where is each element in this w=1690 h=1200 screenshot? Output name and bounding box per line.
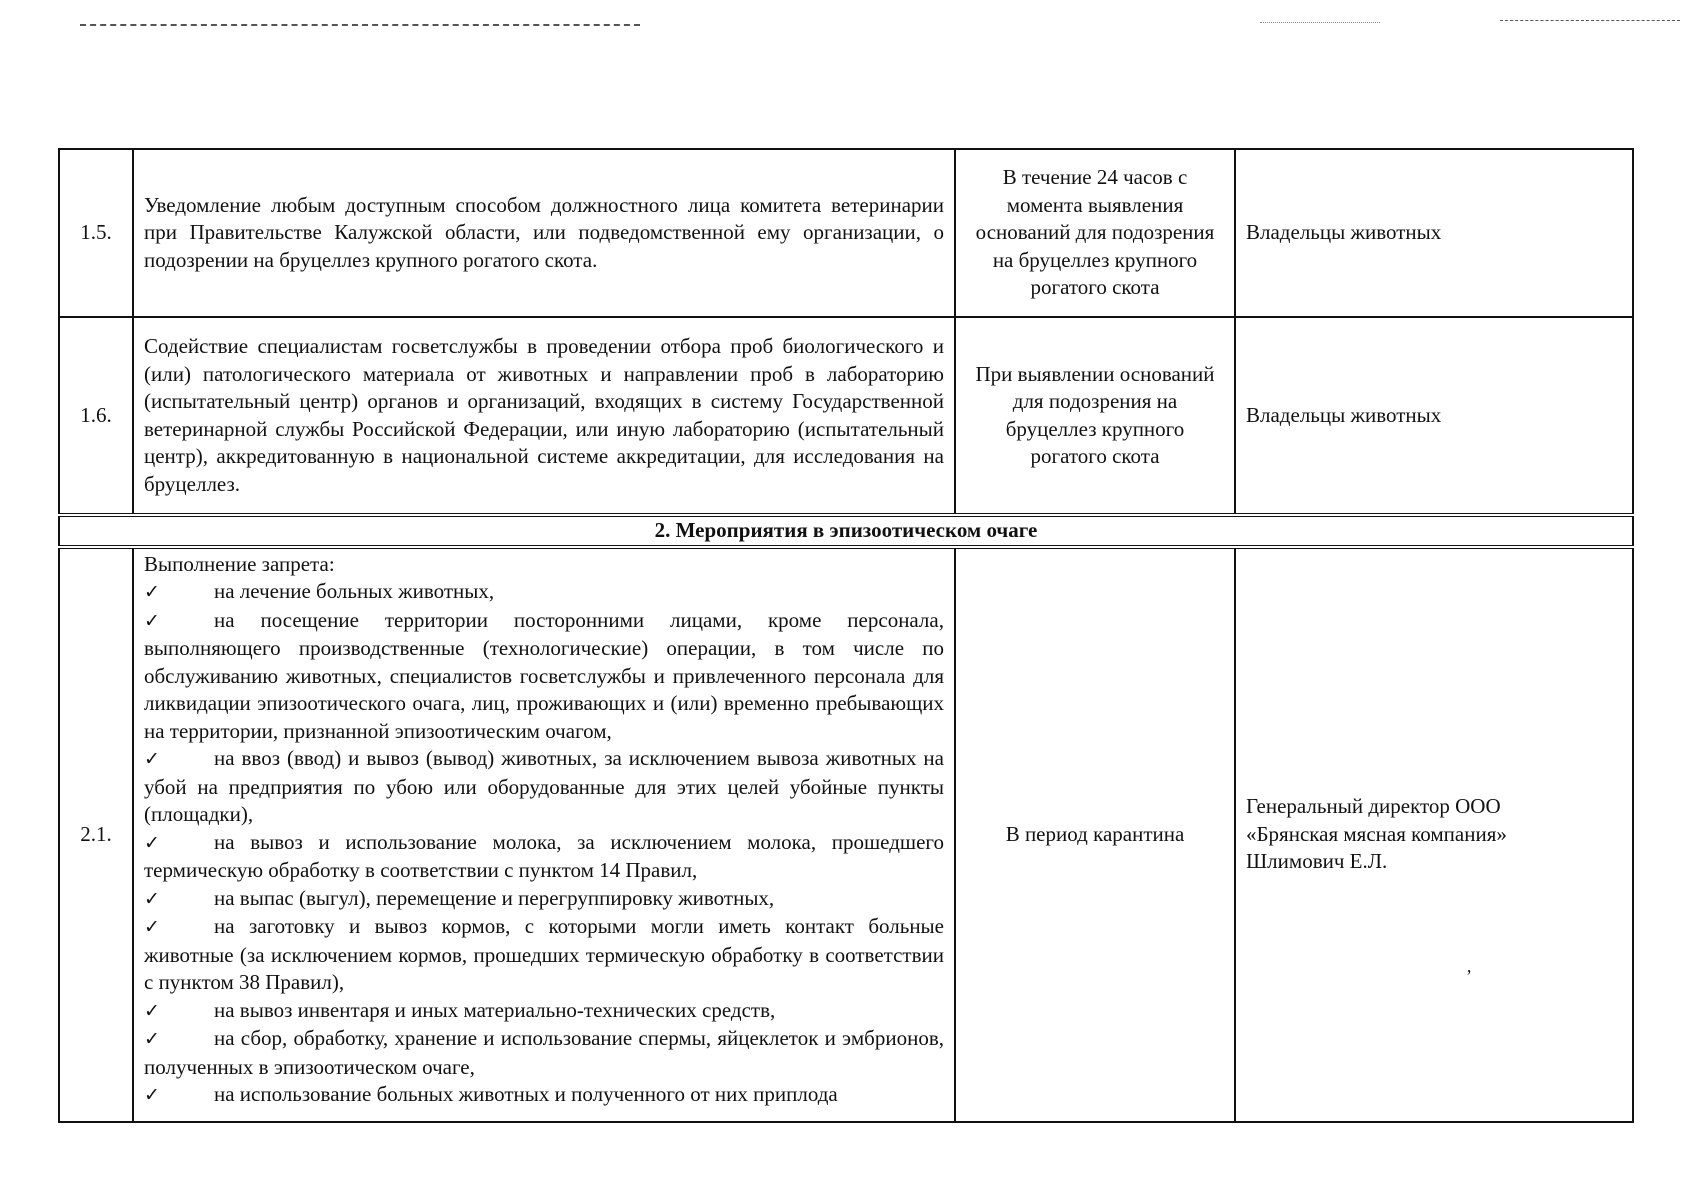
scan-artifact-line xyxy=(1500,20,1680,21)
checkmark-icon: ✓ xyxy=(144,999,160,1022)
measure-deadline: В течение 24 часов с момента выявления оснований для подозрения на бруцеллез крупного рогатого скота xyxy=(955,149,1235,317)
checkmark-icon: ✓ xyxy=(144,1084,160,1106)
checkmark-icon: ✓ xyxy=(144,1028,160,1050)
prohibition-item-text: на заготовку и вывоз кормов, с которыми могли иметь контакт больные животные (за исключением кормов, прошедших термическую обработку в соответствии с пунктом 38 Правил), xyxy=(144,914,944,994)
prohibition-item-text: на использование больных животных и полученного от них приплода xyxy=(214,1082,838,1106)
scan-artifact-line xyxy=(80,24,640,26)
prohibition-item-text: на лечение больных животных, xyxy=(214,579,495,603)
measure-description: Уведомление любым доступным способом должностного лица комитета ветеринарии при Правительстве Калужской области, или подведомственной ему организации, о подозрении на бруцеллез крупного рогатого скота. xyxy=(133,149,955,317)
checkmark-icon: ✓ xyxy=(144,831,160,854)
prohibition-item-text: на вывоз инвентаря и иных материально-технических средств, xyxy=(214,997,776,1022)
row-number: 2.1. xyxy=(59,547,133,1122)
table-row xyxy=(59,149,1633,317)
measure-responsible: Владельцы животных xyxy=(1235,149,1633,317)
scan-artifact-line xyxy=(1260,22,1380,23)
prohibition-item xyxy=(144,607,944,746)
checkmark-icon: ✓ xyxy=(144,887,160,910)
row-number: 1.6. xyxy=(59,317,133,515)
checkmark-icon: ✓ xyxy=(144,748,160,770)
measures-table xyxy=(58,148,1634,1123)
measure-deadline: В период карантина xyxy=(955,547,1235,1122)
checkmark-icon: ✓ xyxy=(144,916,160,938)
section-header-row xyxy=(59,515,1633,547)
prohibition-item xyxy=(144,885,944,914)
responsible-line: «Брянская мясная компания» xyxy=(1246,821,1507,846)
section-title: 2. Мероприятия в эпизоотическом очаге xyxy=(59,515,1633,547)
prohibition-item-text: на сбор, обработку, хранение и использование спермы, яйцеклеток и эмбрионов, полученных в эпизоотическом очаге, xyxy=(144,1026,944,1079)
row-number: 1.5. xyxy=(59,149,133,317)
stray-mark: ’ xyxy=(1466,966,1472,986)
prohibition-intro: Выполнение запрета: xyxy=(144,551,335,576)
prohibition-item xyxy=(144,997,944,1026)
checkmark-icon: ✓ xyxy=(144,609,160,632)
checkmark-icon: ✓ xyxy=(144,581,160,603)
responsible-line: Шлимович Е.Л. xyxy=(1246,849,1388,874)
prohibition-item-text: на ввоз (ввод) и вывоз (вывод) животных, за исключением вывоза животных на убой на предприятия по убою или оборудованные для этих целей убойные пункты (площадки), xyxy=(144,746,944,826)
prohibition-item xyxy=(144,829,944,885)
prohibition-item xyxy=(144,913,944,997)
measure-responsible: Владельцы животных xyxy=(1235,317,1633,515)
table-row xyxy=(59,547,1633,1122)
prohibition-item xyxy=(144,1081,944,1110)
prohibition-item xyxy=(144,578,944,607)
measure-responsible xyxy=(1235,547,1633,1122)
measure-description: Содействие специалистам госветслужбы в проведении отбора проб биологического и (или) патологического материала от животных и направлении проб в лабораторию (испытательный центр) органов и организаций, входящих в систему Государственной ветеринарной службы Российской Федерации, или иную лабораторию (испытательный центр), аккредитованную в национальной системе аккредитации, для исследования на бруцеллез. xyxy=(133,317,955,515)
measure-deadline: При выявлении оснований для подозрения на бруцеллез крупного рогатого скота xyxy=(955,317,1235,515)
prohibition-item xyxy=(144,1025,944,1081)
prohibition-item-text: на вывоз и использование молока, за исключением молока, прошедшего термическую обработку в соответствии с пунктом 14 Правил, xyxy=(144,829,944,882)
measure-description xyxy=(133,547,955,1122)
prohibition-item xyxy=(144,745,944,829)
table-row xyxy=(59,317,1633,515)
prohibition-item-text: на посещение территории посторонними лицами, кроме персонала, выполняющего производственные (технологические) операции, в том числе по обслуживанию животных, специалистов госветслужбы и привлеченного персонала для ликвидации эпизоотического очага, лиц, проживающих и (или) временно пребывающих на территории, признанной эпизоотическим очагом, xyxy=(144,607,944,743)
responsible-line: Генеральный директор ООО xyxy=(1246,794,1501,819)
prohibition-item-text: на выпас (выгул), перемещение и перегруппировку животных, xyxy=(214,885,775,910)
